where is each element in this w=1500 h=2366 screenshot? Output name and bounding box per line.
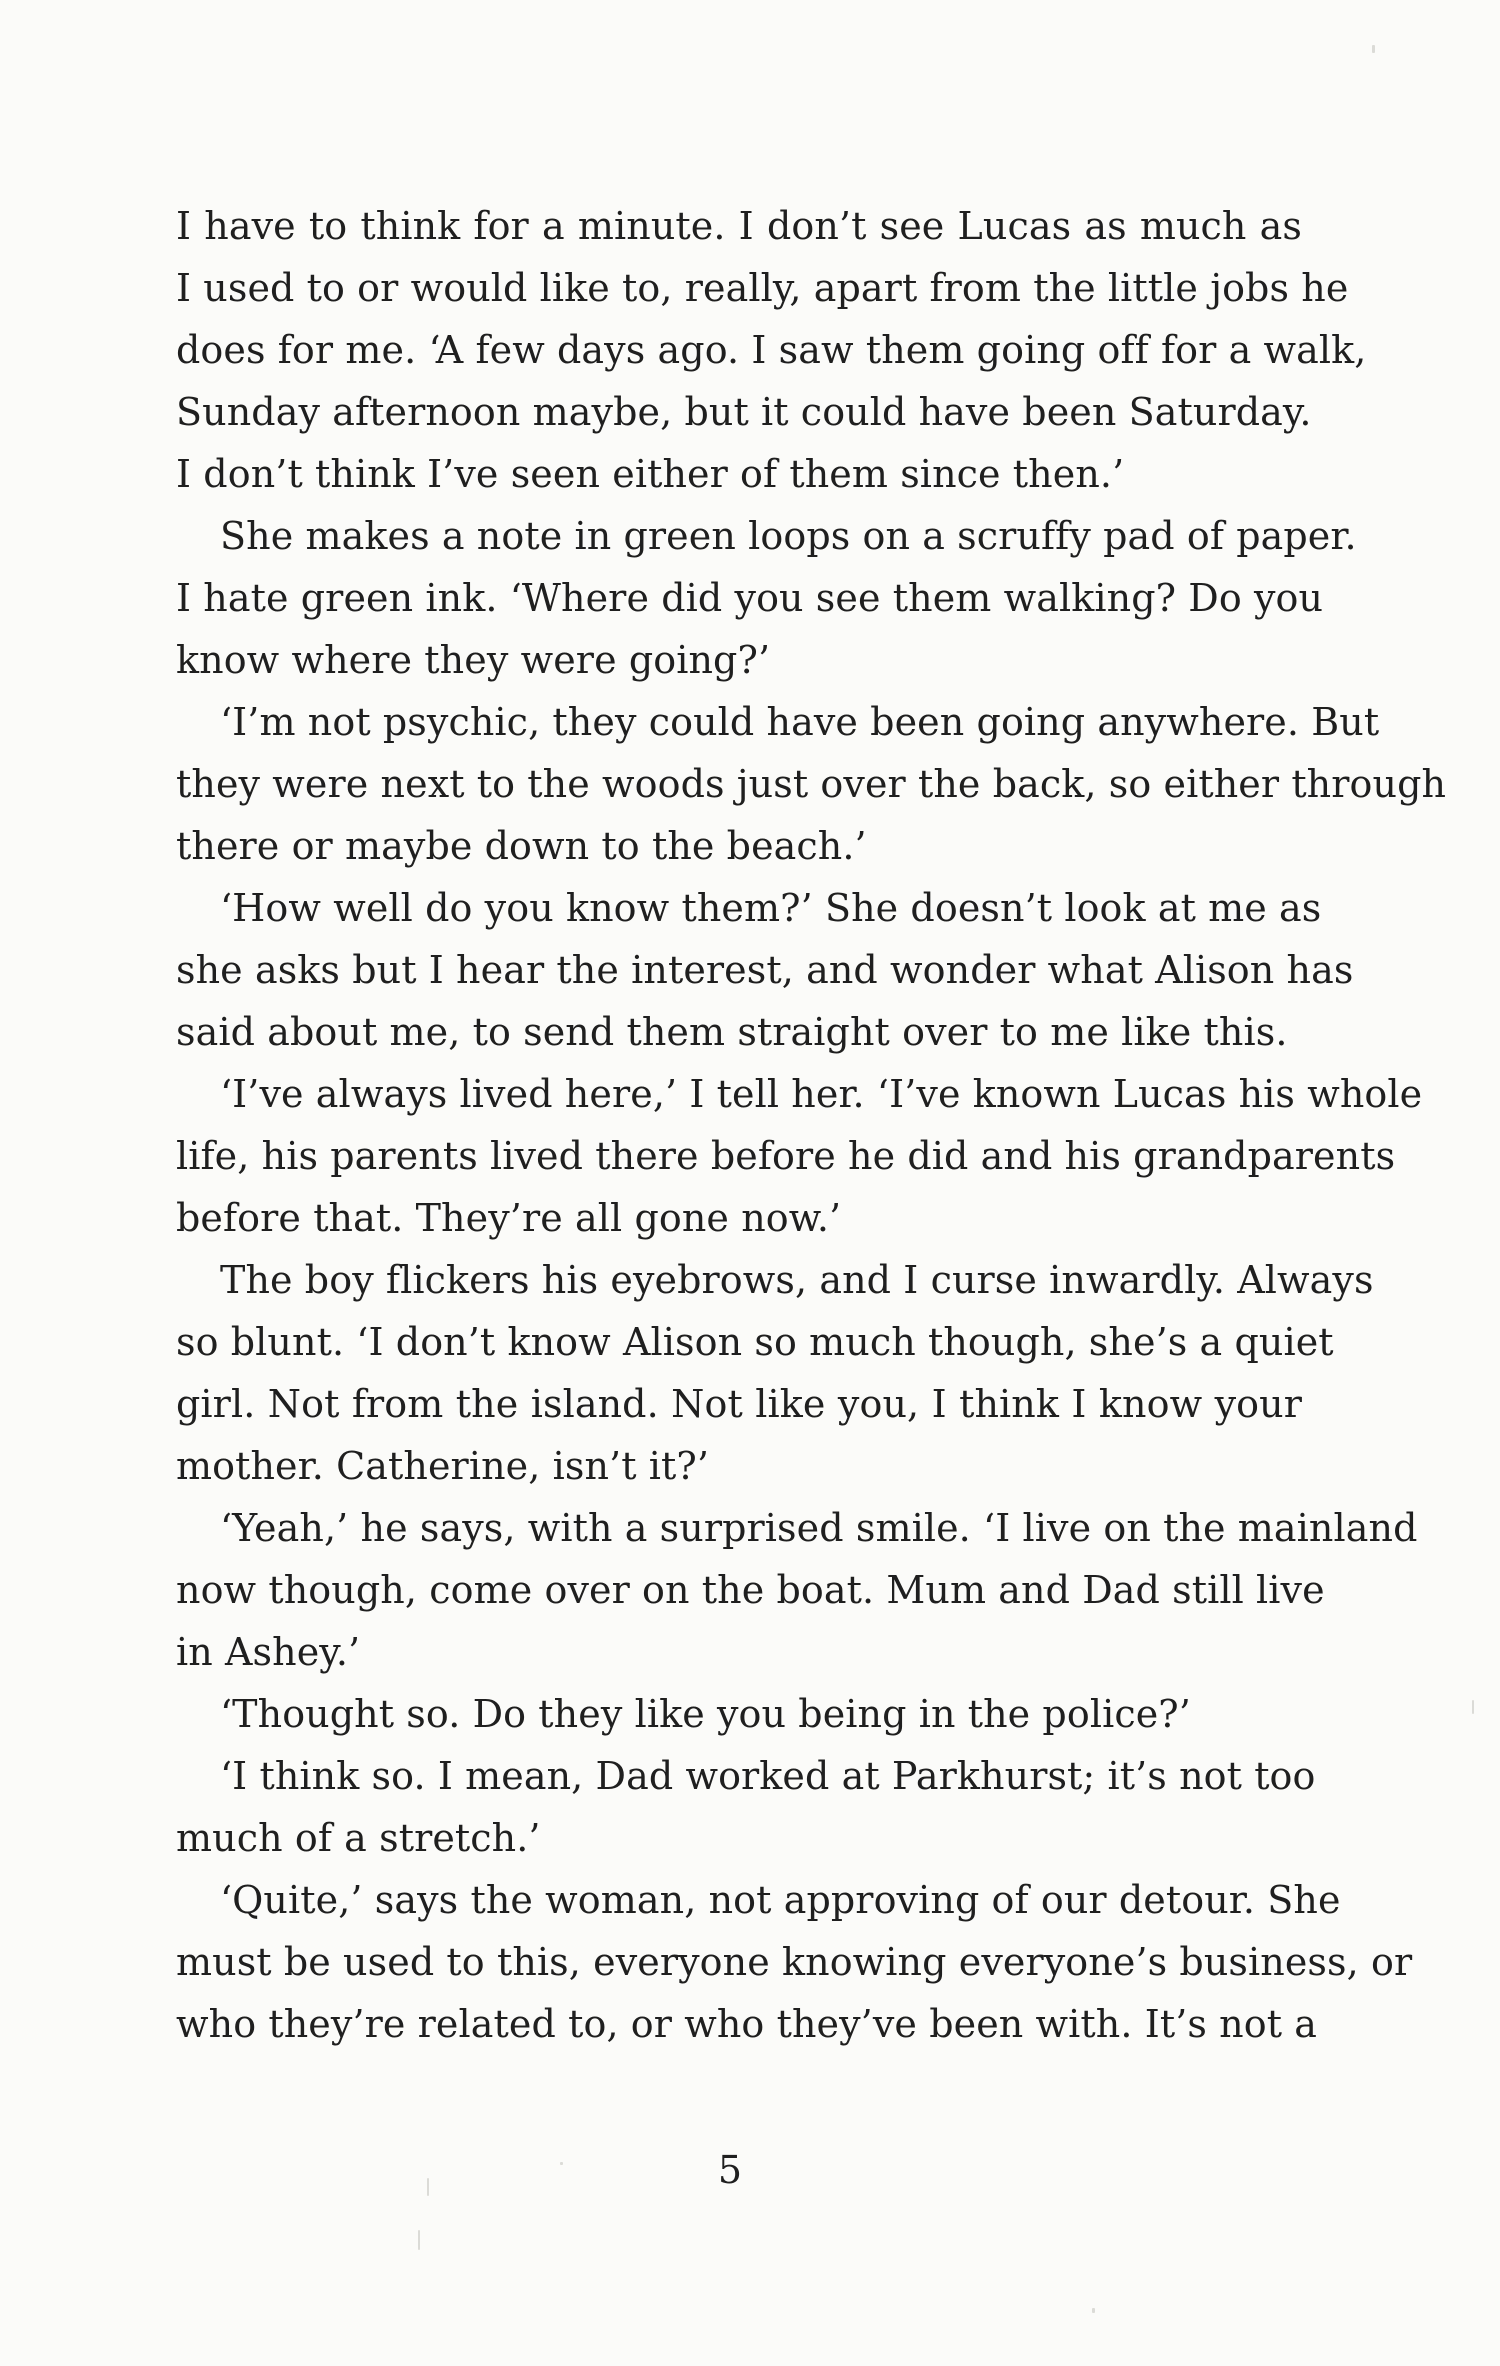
text-line: so blunt. ‘I don’t know Alison so much though, she’s a quiet (176, 1320, 1334, 1364)
text-line: does for me. ‘A few days ago. I saw them going off for a walk, (176, 328, 1367, 372)
text-line: mother. Catherine, isn’t it?’ (176, 1444, 710, 1488)
text-line: much of a stretch.’ (176, 1816, 541, 1860)
scan-speck (1092, 2308, 1095, 2313)
text-line: I used to or would like to, really, apart from the little jobs he (176, 266, 1349, 310)
text-line: ‘Quite,’ says the woman, not approving of our detour. She (220, 1878, 1341, 1922)
text-line: ‘How well do you know them?’ She doesn’t look at me as (220, 886, 1322, 930)
text-line: ‘I think so. I mean, Dad worked at Parkhurst; it’s not too (220, 1754, 1316, 1798)
text-line: The boy flickers his eyebrows, and I curse inwardly. Always (220, 1258, 1374, 1302)
page-number: 5 (717, 2148, 743, 2192)
scan-speck (1472, 1700, 1474, 1714)
text-line: She makes a note in green loops on a scruffy pad of paper. (220, 514, 1357, 558)
text-line: now though, come over on the boat. Mum and Dad still live (176, 1568, 1325, 1612)
text-line: ‘Yeah,’ he says, with a surprised smile. ‘I live on the mainland (220, 1506, 1418, 1550)
text-line: before that. They’re all gone now.’ (176, 1196, 842, 1240)
text-line: there or maybe down to the beach.’ (176, 824, 867, 868)
text-line: I hate green ink. ‘Where did you see them walking? Do you (176, 576, 1324, 620)
text-line: Sunday afternoon maybe, but it could have been Saturday. (176, 390, 1312, 434)
text-line: she asks but I hear the interest, and wonder what Alison has (176, 948, 1354, 992)
text-line: girl. Not from the island. Not like you, I think I know your (176, 1382, 1302, 1426)
text-line: ‘Thought so. Do they like you being in the police?’ (220, 1692, 1191, 1736)
text-line: I have to think for a minute. I don’t see Lucas as much as (176, 204, 1302, 248)
text-line: they were next to the woods just over the back, so either through (176, 762, 1447, 806)
text-line: life, his parents lived there before he did and his grandparents (176, 1134, 1396, 1178)
scan-speck (560, 2162, 563, 2165)
text-line: in Ashey.’ (176, 1630, 361, 1674)
text-line: who they’re related to, or who they’ve been with. It’s not a (176, 2002, 1318, 2046)
text-line: said about me, to send them straight over to me like this. (176, 1010, 1288, 1054)
text-line: I don’t think I’ve seen either of them since then.’ (176, 452, 1125, 496)
text-line: ‘I’m not psychic, they could have been going anywhere. But (220, 700, 1380, 744)
text-line: must be used to this, everyone knowing everyone’s business, or (176, 1940, 1413, 1984)
text-line: ‘I’ve always lived here,’ I tell her. ‘I’ve known Lucas his whole (220, 1072, 1423, 1116)
scan-speck (1372, 45, 1375, 53)
scan-speck (418, 2230, 420, 2250)
text-line: know where they were going?’ (176, 638, 771, 682)
body-text (176, 195, 1447, 2055)
scan-speck (427, 2178, 429, 2196)
